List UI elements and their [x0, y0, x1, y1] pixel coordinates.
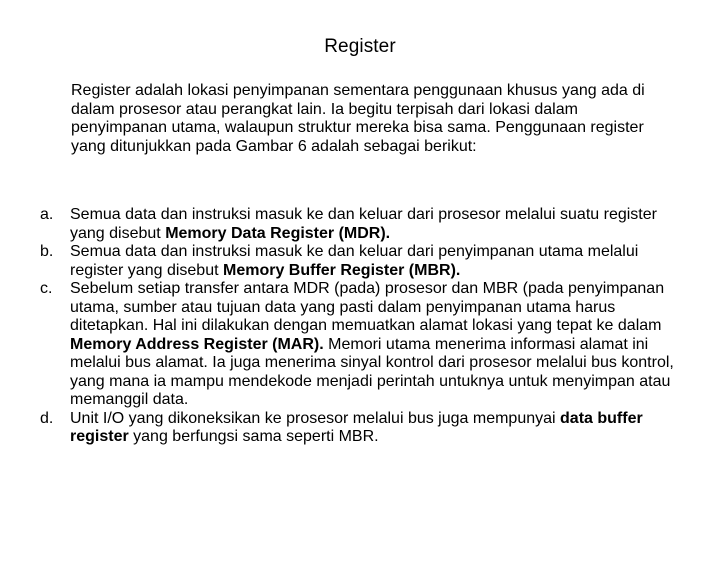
- list-item-text-after: yang berfungsi sama seperti MBR.: [128, 428, 379, 445]
- list-item-text: Sebelum setiap transfer antara MDR (pada) prosesor dan MBR (pada penyimpanan utama, sumber atau tujuan data yang pasti dalam penyimpanan utama harus ditetapkan. Hal ini dilakukan dengan memuatkan alamat lokasi yang tepat ke dalam: [70, 280, 665, 334]
- list-marker: b.: [40, 243, 54, 260]
- list-item: [40, 410, 680, 447]
- list-item-bold-term: data buffer register: [70, 409, 643, 445]
- list-item-text: Semua data dan instruksi masuk ke dan keluar dari penyimpanan utama melalui register yang disebut: [70, 243, 639, 279]
- list-marker: d.: [40, 409, 54, 427]
- list-item-text: Unit I/O yang dikoneksikan ke prosesor melalui bus juga mempunyai: [70, 409, 561, 427]
- list-marker: c.: [40, 280, 53, 297]
- list-item-bold-term: Memory Data Register (MDR).: [165, 224, 391, 242]
- list-item-bold-term: Memory Buffer Register (MBR).: [222, 261, 461, 279]
- register-list: [40, 206, 680, 447]
- slide-title: Register: [324, 36, 396, 57]
- intro-paragraph: Register adalah lokasi penyimpanan sementara penggunaan khusus yang ada di dalam prosesor atau perangkat lain. Ia begitu terpisah dari lokasi dalam penyimpanan utama, walaupun struktur mereka bisa sama. Penggunaan register yang ditunjukkan pada Gambar 6 adalah sebagai berikut:: [71, 82, 645, 155]
- list-marker: a.: [40, 206, 54, 223]
- list-item: [40, 206, 680, 243]
- list-item: [40, 280, 680, 410]
- list-item-text-after: Memori utama menerima informasi alamat ini melalui bus alamat. Ia juga menerima sinyal kontrol dari prosesor melalui bus kontrol, yang mana ia mampu mendekode menjadi perintah untuknya untuk menyimpan atau memanggil data.: [70, 335, 674, 408]
- list-item-bold-term: Memory Address Register (MAR).: [70, 335, 324, 353]
- list-item: [40, 243, 680, 280]
- list-item-text: Semua data dan instruksi masuk ke dan keluar dari prosesor melalui suatu register yang disebut: [70, 206, 657, 242]
